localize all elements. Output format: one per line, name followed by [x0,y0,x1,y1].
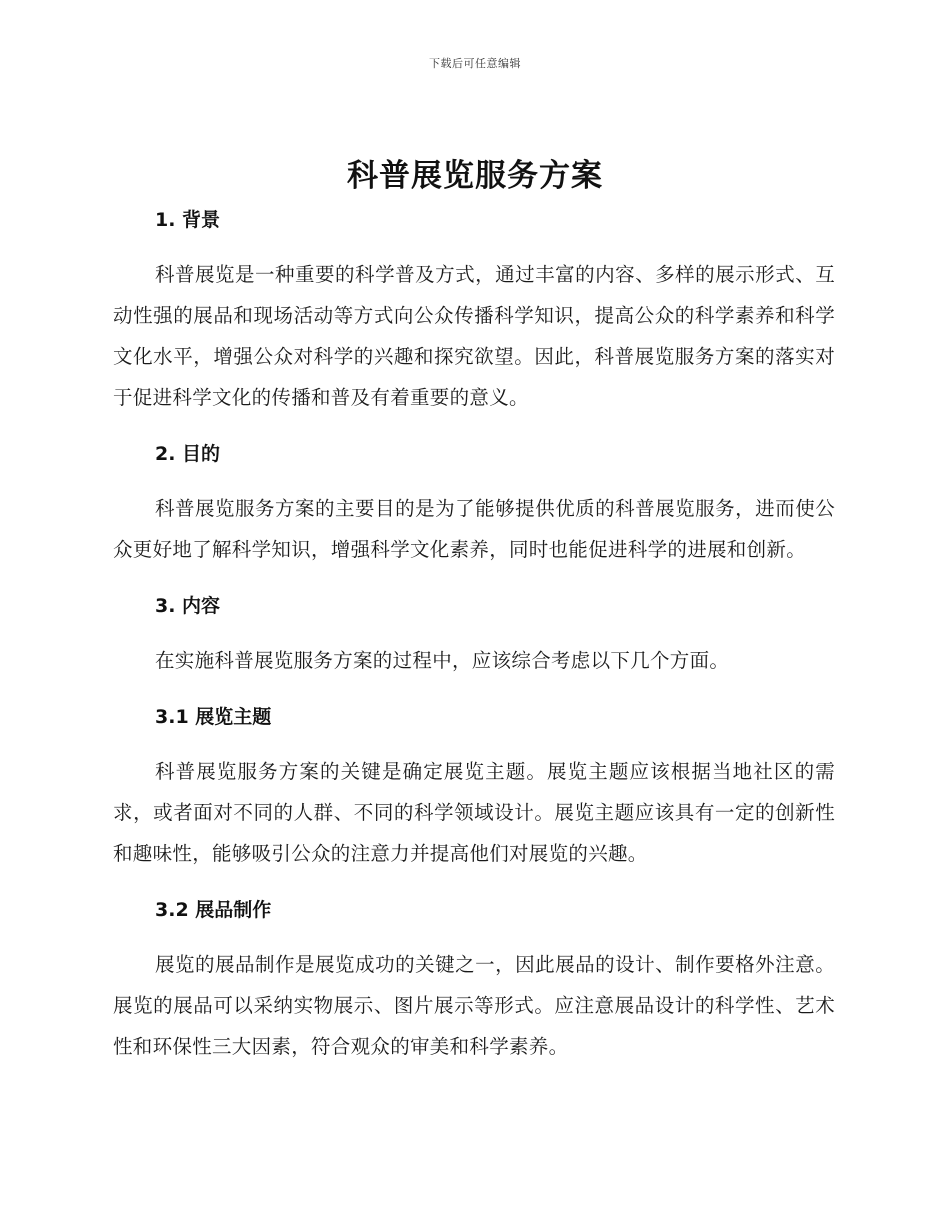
section-paragraph: 在实施科普展览服务方案的过程中，应该综合考虑以下几个方面。 [155,649,730,672]
section-purpose [113,434,835,586]
document-body [113,200,835,1067]
section-paragraph: 展览的展品制作是展览成功的关键之一，因此展品的设计、制作要格外注意。展览的展品可以采纳实物展示、图片展示等形式。应注意展品设计的科学性、艺术性和环保性三大因素，符合观众的审美和科学素养。 [113,953,835,1058]
document-title: 科普展览服务方案 [347,158,603,194]
section-heading: 3.2 展品制作 [155,899,272,921]
section-exhibit-production [113,890,835,1067]
section-exhibition-theme [113,697,835,890]
section-heading: 3. 内容 [155,595,221,617]
section-background [113,200,835,434]
section-paragraph: 科普展览服务方案的关键是确定展览主题。展览主题应该根据当地社区的需求，或者面对不同的人群、不同的科学领域设计。展览主题应该具有一定的创新性和趣味性，能够吸引公众的注意力并提高他们对展览的兴趣。 [113,760,835,865]
section-heading: 2. 目的 [155,443,221,465]
header-note: 下载后可任意编辑 [429,57,521,70]
section-heading: 3.1 展览主题 [155,706,272,728]
section-content [113,586,835,697]
section-heading: 1. 背景 [155,209,221,231]
section-paragraph: 科普展览服务方案的主要目的是为了能够提供优质的科普展览服务，进而使公众更好地了解科学知识，增强科学文化素养，同时也能促进科学的进展和创新。 [113,497,835,561]
section-paragraph: 科普展览是一种重要的科学普及方式，通过丰富的内容、多样的展示形式、互动性强的展品和现场活动等方式向公众传播科学知识，提高公众的科学素养和科学文化水平，增强公众对科学的兴趣和探究欲望。因此，科普展览服务方案的落实对于促进科学文化的传播和普及有着重要的意义。 [113,263,835,409]
